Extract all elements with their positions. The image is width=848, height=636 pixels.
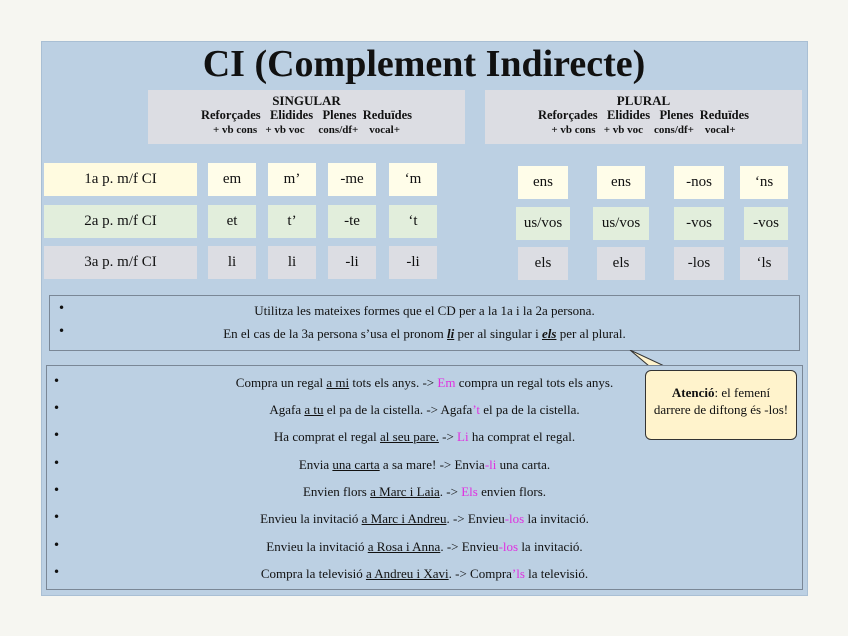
singular-subhead: Reforçades Elidides Plenes Reduïdes <box>200 108 413 122</box>
plural-subhead: Reforçades Elidides Plenes Reduïdes <box>537 108 750 122</box>
callout-bold: Atenció <box>671 385 715 400</box>
notes-box <box>49 295 800 351</box>
singular-header <box>148 90 465 144</box>
pronoun-cell: li <box>208 246 256 279</box>
callout-note <box>645 370 797 440</box>
note-line-2 <box>50 326 799 342</box>
note-line-1: Utilitza les mateixes formes que el CD per a la 1a i la 2a persona. <box>254 303 595 318</box>
example-line: Envien flors a Marc i Laia. -> Els envien flors. <box>302 484 547 499</box>
pronoun-cell: us/vos <box>593 207 649 240</box>
pronoun-cell: -te <box>328 205 376 238</box>
pronoun-cell: -vos <box>674 207 724 240</box>
pronoun-cell: ‘ns <box>740 166 788 199</box>
row-label-3a: 3a p. m/f CI <box>44 246 197 279</box>
note-text: per al singular i <box>454 326 542 341</box>
pronoun-cell: ‘m <box>389 163 437 196</box>
plural-label: PLURAL <box>616 93 671 108</box>
bullet: • <box>53 401 61 415</box>
singular-hints: + vb cons + vb voc cons/df+ vocal+ <box>212 124 401 136</box>
pronoun-cell: et <box>208 205 256 238</box>
pronoun-cell: em <box>208 163 256 196</box>
example-line: Compra un regal a mi tots els anys. -> Em compra un regal tots els anys. <box>235 375 614 390</box>
bullet: • <box>58 301 66 315</box>
example-line: Envieu la invitació a Marc i Andreu. -> Envieu-los la invitació. <box>260 511 589 526</box>
callout-text: darrere de diftong és -los! <box>653 402 789 417</box>
note-pronoun-els: els <box>542 326 557 341</box>
note-text: En el cas de la 3a persona s’usa el pronom <box>223 326 448 341</box>
example-line: Compra la televisió a Andreu i Xavi. -> Compra’ls la televisió. <box>260 566 589 581</box>
pronoun-cell: t’ <box>268 205 316 238</box>
pronoun-cell: -me <box>328 163 376 196</box>
pronoun-cell: -los <box>674 247 724 280</box>
pronoun-cell: li <box>268 246 316 279</box>
singular-label: SINGULAR <box>272 93 341 108</box>
bullet: • <box>53 565 61 579</box>
callout-text: : el femení <box>714 385 771 400</box>
bullet: • <box>53 538 61 552</box>
pronoun-cell: -li <box>389 246 437 279</box>
plural-header <box>485 90 802 144</box>
row-label-1a: 1a p. m/f CI <box>44 163 197 196</box>
bullet: • <box>53 510 61 524</box>
pronoun-cell: ens <box>518 166 568 199</box>
note-pronoun-li: li <box>447 326 455 341</box>
pronoun-cell: us/vos <box>516 207 570 240</box>
example-line: Agafa a tu el pa de la cistella. -> Agafa’t el pa de la cistella. <box>269 402 580 417</box>
plural-hints: + vb cons + vb voc cons/df+ vocal+ <box>551 124 736 136</box>
pronoun-cell: ens <box>597 166 645 199</box>
bullet: • <box>53 428 61 442</box>
pronoun-cell: m’ <box>268 163 316 196</box>
bullet: • <box>58 324 66 338</box>
pronoun-cell: ‘ls <box>740 247 788 280</box>
example-line: Envia una carta a sa mare! -> Envia-li una carta. <box>298 457 551 472</box>
bullet: • <box>53 456 61 470</box>
page-title: CI (Complement Indirecte) <box>202 43 646 85</box>
pronoun-cell: els <box>597 247 645 280</box>
row-label-2a: 2a p. m/f CI <box>44 205 197 238</box>
pronoun-cell: -vos <box>744 207 788 240</box>
bullet: • <box>53 483 61 497</box>
note-text: per al plural. <box>556 326 626 341</box>
pronoun-cell: -li <box>328 246 376 279</box>
example-line: Ha comprat el regal al seu pare. -> Li ha comprat el regal. <box>273 429 576 444</box>
pronoun-cell: ‘t <box>389 205 437 238</box>
bullet: • <box>53 374 61 388</box>
example-line: Envieu la invitació a Rosa i Anna. -> Envieu-los la invitació. <box>266 539 583 554</box>
pronoun-cell: els <box>518 247 568 280</box>
pronoun-cell: -nos <box>674 166 724 199</box>
